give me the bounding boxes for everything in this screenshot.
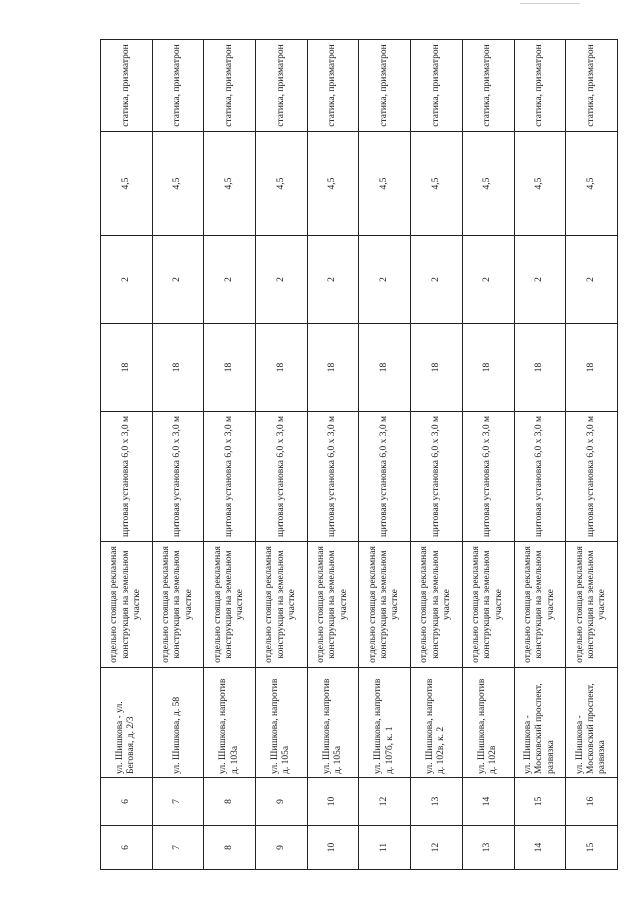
scan-edge-mark bbox=[520, 3, 580, 4]
row-number-cell: 9 bbox=[256, 826, 308, 870]
sides-cell: 2 bbox=[152, 236, 204, 324]
height-cell: 4,5 bbox=[256, 132, 308, 236]
placement-number-cell: 7 bbox=[152, 778, 204, 826]
placement-number-cell: 16 bbox=[566, 778, 618, 826]
table-row bbox=[514, 40, 566, 870]
address-cell: ул. Шишкова - ул. Беговая, д. 2/3 bbox=[101, 668, 153, 778]
row-number-cell: 13 bbox=[462, 826, 514, 870]
height-cell: 4,5 bbox=[411, 132, 463, 236]
sides-cell: 2 bbox=[462, 236, 514, 324]
row-number-cell: 15 bbox=[566, 826, 618, 870]
address-cell: ул. Шишкова, напротив д. 103а bbox=[204, 668, 256, 778]
height-cell: 4,5 bbox=[204, 132, 256, 236]
technology-cell: статика, призматрон bbox=[411, 40, 463, 132]
height-cell: 4,5 bbox=[514, 132, 566, 236]
structure-form-cell: щитовая установка 6,0 х 3,0 м bbox=[152, 412, 204, 542]
sides-cell: 2 bbox=[411, 236, 463, 324]
height-cell: 4,5 bbox=[152, 132, 204, 236]
sides-cell: 2 bbox=[566, 236, 618, 324]
address-cell: ул. Шишкова, д. 58 bbox=[152, 668, 204, 778]
address-cell: ул. Шишкова - Московский проспект, развязка bbox=[514, 668, 566, 778]
row-number-cell: 11 bbox=[359, 826, 411, 870]
placement-number-cell: 15 bbox=[514, 778, 566, 826]
structure-form-cell: щитовая установка 6,0 х 3,0 м bbox=[256, 412, 308, 542]
structure-type-cell: отдельно стоящая рекламная конструкция на земельном участке bbox=[514, 542, 566, 668]
address-cell: ул. Шишкова, напротив д. 105а bbox=[307, 668, 359, 778]
sides-cell: 2 bbox=[514, 236, 566, 324]
sides-cell: 2 bbox=[256, 236, 308, 324]
technology-cell: статика, призматрон bbox=[204, 40, 256, 132]
area-cell: 18 bbox=[256, 324, 308, 412]
table-row bbox=[152, 40, 204, 870]
address-cell: ул. Шишкова, напротив д. 107б, к. 1 bbox=[359, 668, 411, 778]
sides-cell: 2 bbox=[307, 236, 359, 324]
technology-cell: статика, призматрон bbox=[359, 40, 411, 132]
technology-cell: статика, призматрон bbox=[152, 40, 204, 132]
technology-cell: статика, призматрон bbox=[256, 40, 308, 132]
height-cell: 4,5 bbox=[359, 132, 411, 236]
height-cell: 4,5 bbox=[462, 132, 514, 236]
area-cell: 18 bbox=[152, 324, 204, 412]
area-cell: 18 bbox=[514, 324, 566, 412]
rotated-table-container bbox=[100, 40, 618, 870]
structure-type-cell: отдельно стоящая рекламная конструкция на земельном участке bbox=[307, 542, 359, 668]
area-cell: 18 bbox=[359, 324, 411, 412]
structure-form-cell: щитовая установка 6,0 х 3,0 м bbox=[514, 412, 566, 542]
structure-form-cell: щитовая установка 6,0 х 3,0 м bbox=[359, 412, 411, 542]
row-number-cell: 6 bbox=[101, 826, 153, 870]
sides-cell: 2 bbox=[359, 236, 411, 324]
technology-cell: статика, призматрон bbox=[307, 40, 359, 132]
structure-form-cell: щитовая установка 6,0 х 3,0 м bbox=[462, 412, 514, 542]
advertising-structures-table bbox=[100, 39, 618, 870]
address-cell: ул. Шишкова, напротив д. 102в, к. 2 bbox=[411, 668, 463, 778]
table-body bbox=[101, 40, 618, 870]
structure-type-cell: отдельно стоящая рекламная конструкция на земельном участке bbox=[204, 542, 256, 668]
table-row bbox=[411, 40, 463, 870]
structure-type-cell: отдельно стоящая рекламная конструкция на земельном участке bbox=[152, 542, 204, 668]
structure-type-cell: отдельно стоящая рекламная конструкция на земельном участке bbox=[359, 542, 411, 668]
structure-type-cell: отдельно стоящая рекламная конструкция на земельном участке bbox=[256, 542, 308, 668]
placement-number-cell: 13 bbox=[411, 778, 463, 826]
table-row bbox=[204, 40, 256, 870]
table-row bbox=[462, 40, 514, 870]
table-row bbox=[307, 40, 359, 870]
placement-number-cell: 14 bbox=[462, 778, 514, 826]
row-number-cell: 8 bbox=[204, 826, 256, 870]
row-number-cell: 12 bbox=[411, 826, 463, 870]
row-number-cell: 14 bbox=[514, 826, 566, 870]
sides-cell: 2 bbox=[204, 236, 256, 324]
area-cell: 18 bbox=[411, 324, 463, 412]
height-cell: 4,5 bbox=[566, 132, 618, 236]
address-cell: ул. Шишкова - Московский проспект, развязка bbox=[566, 668, 618, 778]
structure-type-cell: отдельно стоящая рекламная конструкция на земельном участке bbox=[566, 542, 618, 668]
area-cell: 18 bbox=[307, 324, 359, 412]
placement-number-cell: 6 bbox=[101, 778, 153, 826]
structure-form-cell: щитовая установка 6,0 х 3,0 м bbox=[101, 412, 153, 542]
area-cell: 18 bbox=[101, 324, 153, 412]
placement-number-cell: 10 bbox=[307, 778, 359, 826]
technology-cell: статика, призматрон bbox=[566, 40, 618, 132]
technology-cell: статика, призматрон bbox=[514, 40, 566, 132]
technology-cell: статика, призматрон bbox=[462, 40, 514, 132]
row-number-cell: 7 bbox=[152, 826, 204, 870]
height-cell: 4,5 bbox=[307, 132, 359, 236]
structure-type-cell: отдельно стоящая рекламная конструкция на земельном участке bbox=[411, 542, 463, 668]
structure-type-cell: отдельно стоящая рекламная конструкция на земельном участке bbox=[462, 542, 514, 668]
sides-cell: 2 bbox=[101, 236, 153, 324]
placement-number-cell: 9 bbox=[256, 778, 308, 826]
structure-form-cell: щитовая установка 6,0 х 3,0 м bbox=[204, 412, 256, 542]
table-row bbox=[256, 40, 308, 870]
table-row bbox=[359, 40, 411, 870]
row-number-cell: 10 bbox=[307, 826, 359, 870]
table-row bbox=[566, 40, 618, 870]
technology-cell: статика, призматрон bbox=[101, 40, 153, 132]
address-cell: ул. Шишкова, напротив д. 102в bbox=[462, 668, 514, 778]
height-cell: 4,5 bbox=[101, 132, 153, 236]
structure-form-cell: щитовая установка 6,0 х 3,0 м bbox=[411, 412, 463, 542]
placement-number-cell: 12 bbox=[359, 778, 411, 826]
area-cell: 18 bbox=[204, 324, 256, 412]
structure-form-cell: щитовая установка 6,0 х 3,0 м bbox=[307, 412, 359, 542]
structure-form-cell: щитовая установка 6,0 х 3,0 м bbox=[566, 412, 618, 542]
address-cell: ул. Шишкова, напротив д. 105а bbox=[256, 668, 308, 778]
placement-number-cell: 8 bbox=[204, 778, 256, 826]
table-row bbox=[101, 40, 153, 870]
structure-type-cell: отдельно стоящая рекламная конструкция на земельном участке bbox=[101, 542, 153, 668]
area-cell: 18 bbox=[566, 324, 618, 412]
area-cell: 18 bbox=[462, 324, 514, 412]
